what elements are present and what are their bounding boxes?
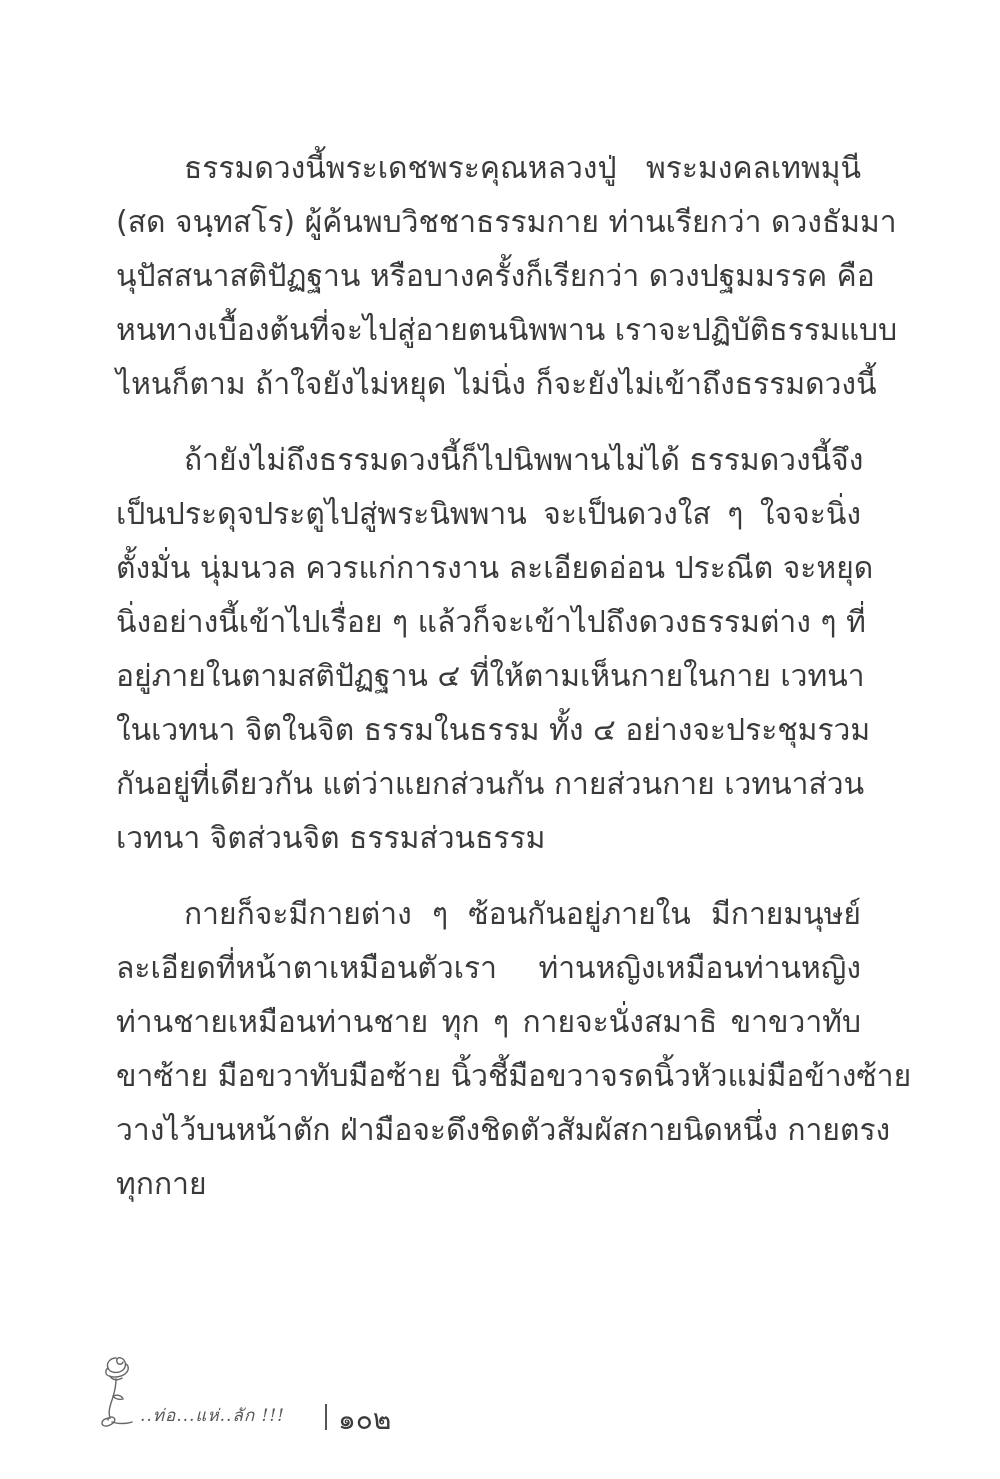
text-line: อยู่ภายในตามสติปัฏฐาน ๔ ที่ให้ตามเห็นกายในกาย เวทนา <box>116 659 865 694</box>
text-line: เวทนา จิตส่วนจิต ธรรมส่วนธรรม <box>116 821 546 856</box>
text-line: นุปัสสนาสติปัฏฐาน หรือบางครั้งก็เรียกว่า ดวงปฐมมรรค คือ <box>116 259 875 294</box>
paragraph-3 <box>116 888 912 1212</box>
text-line: กายก็จะมีกายต่าง ๆ ซ้อนกันอยู่ภายใน มีกายมนุษย์ <box>184 897 861 932</box>
text-line: ถ้ายังไม่ถึงธรรมดวงนี้ก็ไปนิพพานไม่ได้ ธรรมดวงนี้จึง <box>184 443 864 478</box>
text-line: นิ่งอย่างนี้เข้าไปเรื่อย ๆ แล้วก็จะเข้าไปถึงดวงธรรมต่าง ๆ ที่ <box>116 605 866 640</box>
text-line: ธรรมดวงนี้พระเดชพระคุณหลวงปู่ พระมงคลเทพมุนี <box>184 151 861 186</box>
text-line: หนทางเบื้องต้นที่จะไปสู่อายตนนิพพาน เราจะปฏิบัติธรรมแบบ <box>116 313 898 348</box>
text-line: ในเวทนา จิตในจิต ธรรมในธรรม ทั้ง ๔ อย่างจะประชุมรวม <box>116 713 871 748</box>
page-number: ๑๐๒ <box>338 1403 392 1436</box>
text-line: (สด จนฺทสโร) ผู้ค้นพบวิชชาธรรมกาย ท่านเรียกว่า ดวงธัมมา <box>116 205 897 240</box>
paragraph-2 <box>116 434 874 866</box>
body-text <box>116 142 912 1234</box>
text-line: กันอยู่ที่เดียวกัน แต่ว่าแยกส่วนกัน กายส่วนกาย เวทนาส่วน <box>116 767 865 802</box>
footer-divider <box>325 1404 327 1430</box>
text-line: เป็นประดุจประตูไปสู่พระนิพพาน จะเป็นดวงใส ๆ ใจจะนิ่ง <box>116 497 861 532</box>
signature: ..ท่อ...แห่..ลัก !!! <box>140 1406 286 1426</box>
text-line: ไหนก็ตาม ถ้าใจยังไม่หยุด ไม่นิ่ง ก็จะยังไม่เข้าถึงธรรมดวงนี้ <box>116 367 877 402</box>
page-footer <box>96 1352 436 1436</box>
text-line: ท่านชายเหมือนท่านชาย ทุก ๆ กายจะนั่งสมาธิ ขาขวาทับ <box>116 1005 861 1040</box>
text-line: ตั้งมั่น นุ่มนวล ควรแก่การงาน ละเอียดอ่อน ประณีต จะหยุด <box>116 551 874 586</box>
text-line: วางไว้บนหน้าตัก ฝ่ามือจะดึงชิดตัวสัมผัสกายนิดหนึ่ง กายตรง <box>116 1113 891 1148</box>
text-line: ละเอียดที่หน้าตาเหมือนตัวเรา ท่านหญิงเหมือนท่านหญิง <box>116 951 861 986</box>
paragraph-1 <box>116 142 898 412</box>
text-line: ทุกกาย <box>116 1167 207 1202</box>
text-line: ขาซ้าย มือขวาทับมือซ้าย นิ้วชี้มือขวาจรดนิ้วหัวแม่มือข้างซ้าย <box>116 1059 912 1094</box>
